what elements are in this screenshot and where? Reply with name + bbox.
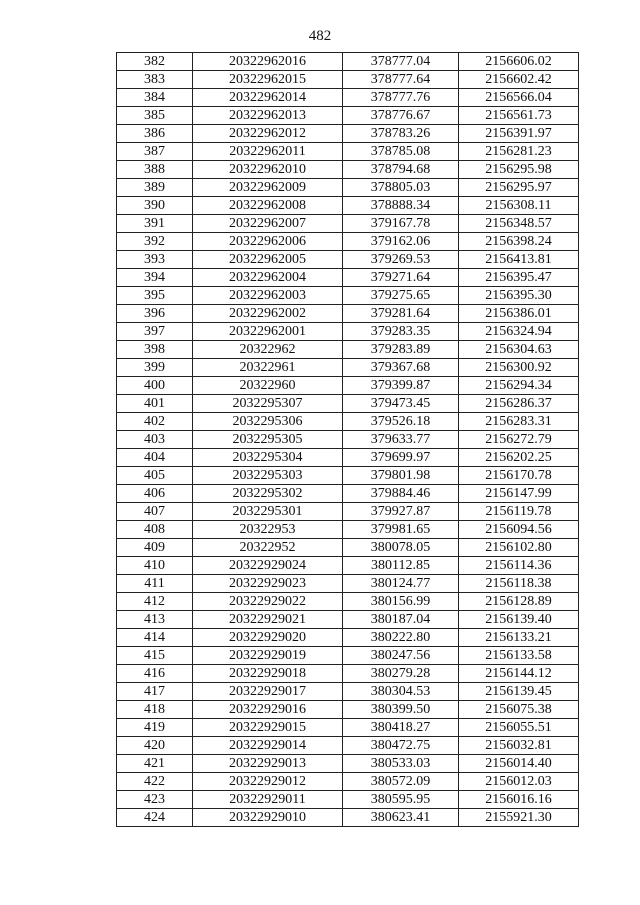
table-row [117, 521, 579, 539]
point-id-cell: 2032295303 [193, 467, 343, 485]
y-coordinate-cell: 2156170.78 [459, 467, 579, 485]
row-number-cell: 400 [117, 377, 193, 395]
y-coordinate-cell: 2156606.02 [459, 53, 579, 71]
table-row [117, 161, 579, 179]
row-number-cell: 390 [117, 197, 193, 215]
y-coordinate-cell: 2156395.47 [459, 269, 579, 287]
x-coordinate-cell: 379281.64 [343, 305, 459, 323]
row-number-cell: 409 [117, 539, 193, 557]
table-row [117, 413, 579, 431]
row-number-cell: 398 [117, 341, 193, 359]
point-id-cell: 2032295307 [193, 395, 343, 413]
row-number-cell: 382 [117, 53, 193, 71]
x-coordinate-cell: 378785.08 [343, 143, 459, 161]
point-id-cell: 20322962 [193, 341, 343, 359]
x-coordinate-cell: 379526.18 [343, 413, 459, 431]
row-number-cell: 413 [117, 611, 193, 629]
y-coordinate-cell: 2156032.81 [459, 737, 579, 755]
table-row [117, 179, 579, 197]
row-number-cell: 415 [117, 647, 193, 665]
y-coordinate-cell: 2156119.78 [459, 503, 579, 521]
table-row [117, 755, 579, 773]
point-id-cell: 20322929010 [193, 809, 343, 827]
point-id-cell: 20322952 [193, 539, 343, 557]
x-coordinate-cell: 380156.99 [343, 593, 459, 611]
row-number-cell: 417 [117, 683, 193, 701]
table-row [117, 773, 579, 791]
row-number-cell: 384 [117, 89, 193, 107]
point-id-cell: 20322962014 [193, 89, 343, 107]
x-coordinate-cell: 379927.87 [343, 503, 459, 521]
y-coordinate-cell: 2156147.99 [459, 485, 579, 503]
table-row [117, 647, 579, 665]
table-row [117, 197, 579, 215]
point-id-cell: 2032295305 [193, 431, 343, 449]
row-number-cell: 395 [117, 287, 193, 305]
y-coordinate-cell: 2156348.57 [459, 215, 579, 233]
table-row [117, 791, 579, 809]
x-coordinate-cell: 379399.87 [343, 377, 459, 395]
x-coordinate-cell: 380472.75 [343, 737, 459, 755]
table-row [117, 323, 579, 341]
y-coordinate-cell: 2156308.11 [459, 197, 579, 215]
table-row [117, 53, 579, 71]
y-coordinate-cell: 2156304.63 [459, 341, 579, 359]
table-row [117, 503, 579, 521]
y-coordinate-cell: 2156300.92 [459, 359, 579, 377]
y-coordinate-cell: 2156561.73 [459, 107, 579, 125]
y-coordinate-cell: 2156281.23 [459, 143, 579, 161]
point-id-cell: 20322962009 [193, 179, 343, 197]
x-coordinate-cell: 380222.80 [343, 629, 459, 647]
point-id-cell: 20322962015 [193, 71, 343, 89]
x-coordinate-cell: 380533.03 [343, 755, 459, 773]
row-number-cell: 407 [117, 503, 193, 521]
table-row [117, 287, 579, 305]
row-number-cell: 403 [117, 431, 193, 449]
row-number-cell: 383 [117, 71, 193, 89]
y-coordinate-cell: 2156012.03 [459, 773, 579, 791]
point-id-cell: 20322962004 [193, 269, 343, 287]
point-id-cell: 20322929019 [193, 647, 343, 665]
x-coordinate-cell: 379884.46 [343, 485, 459, 503]
x-coordinate-cell: 378776.67 [343, 107, 459, 125]
x-coordinate-cell: 379269.53 [343, 251, 459, 269]
y-coordinate-cell: 2156202.25 [459, 449, 579, 467]
x-coordinate-cell: 379633.77 [343, 431, 459, 449]
x-coordinate-cell: 380399.50 [343, 701, 459, 719]
row-number-cell: 416 [117, 665, 193, 683]
x-coordinate-cell: 379699.97 [343, 449, 459, 467]
point-id-cell: 20322962011 [193, 143, 343, 161]
x-coordinate-cell: 379283.35 [343, 323, 459, 341]
y-coordinate-cell: 2156295.98 [459, 161, 579, 179]
x-coordinate-cell: 378805.03 [343, 179, 459, 197]
point-id-cell: 20322929013 [193, 755, 343, 773]
y-coordinate-cell: 2156118.38 [459, 575, 579, 593]
x-coordinate-cell: 379981.65 [343, 521, 459, 539]
row-number-cell: 412 [117, 593, 193, 611]
x-coordinate-cell: 378783.26 [343, 125, 459, 143]
table-row [117, 539, 579, 557]
point-id-cell: 20322929024 [193, 557, 343, 575]
row-number-cell: 405 [117, 467, 193, 485]
x-coordinate-cell: 380304.53 [343, 683, 459, 701]
table-row [117, 395, 579, 413]
point-id-cell: 20322962002 [193, 305, 343, 323]
point-id-cell: 2032295302 [193, 485, 343, 503]
point-id-cell: 2032295301 [193, 503, 343, 521]
row-number-cell: 386 [117, 125, 193, 143]
coordinates-table [116, 52, 579, 827]
y-coordinate-cell: 2156295.97 [459, 179, 579, 197]
table-row [117, 143, 579, 161]
table-row [117, 359, 579, 377]
x-coordinate-cell: 378794.68 [343, 161, 459, 179]
table-row [117, 575, 579, 593]
point-id-cell: 20322960 [193, 377, 343, 395]
x-coordinate-cell: 379473.45 [343, 395, 459, 413]
y-coordinate-cell: 2156294.34 [459, 377, 579, 395]
y-coordinate-cell: 2156014.40 [459, 755, 579, 773]
point-id-cell: 20322962008 [193, 197, 343, 215]
row-number-cell: 408 [117, 521, 193, 539]
table-row [117, 233, 579, 251]
row-number-cell: 389 [117, 179, 193, 197]
y-coordinate-cell: 2156016.16 [459, 791, 579, 809]
point-id-cell: 2032295306 [193, 413, 343, 431]
point-id-cell: 20322929021 [193, 611, 343, 629]
row-number-cell: 420 [117, 737, 193, 755]
x-coordinate-cell: 380187.04 [343, 611, 459, 629]
x-coordinate-cell: 380112.85 [343, 557, 459, 575]
row-number-cell: 399 [117, 359, 193, 377]
row-number-cell: 418 [117, 701, 193, 719]
x-coordinate-cell: 380078.05 [343, 539, 459, 557]
point-id-cell: 2032295304 [193, 449, 343, 467]
table-row [117, 629, 579, 647]
table-row [117, 89, 579, 107]
table-row [117, 341, 579, 359]
row-number-cell: 422 [117, 773, 193, 791]
x-coordinate-cell: 380572.09 [343, 773, 459, 791]
row-number-cell: 419 [117, 719, 193, 737]
point-id-cell: 20322962013 [193, 107, 343, 125]
row-number-cell: 396 [117, 305, 193, 323]
x-coordinate-cell: 379801.98 [343, 467, 459, 485]
row-number-cell: 410 [117, 557, 193, 575]
y-coordinate-cell: 2156055.51 [459, 719, 579, 737]
table-row [117, 269, 579, 287]
y-coordinate-cell: 2156286.37 [459, 395, 579, 413]
x-coordinate-cell: 379275.65 [343, 287, 459, 305]
y-coordinate-cell: 2156139.45 [459, 683, 579, 701]
point-id-cell: 20322961 [193, 359, 343, 377]
x-coordinate-cell: 380247.56 [343, 647, 459, 665]
y-coordinate-cell: 2156324.94 [459, 323, 579, 341]
table-row [117, 467, 579, 485]
x-coordinate-cell: 379283.89 [343, 341, 459, 359]
table-row [117, 431, 579, 449]
x-coordinate-cell: 380595.95 [343, 791, 459, 809]
point-id-cell: 20322929011 [193, 791, 343, 809]
x-coordinate-cell: 379367.68 [343, 359, 459, 377]
row-number-cell: 391 [117, 215, 193, 233]
x-coordinate-cell: 380418.27 [343, 719, 459, 737]
point-id-cell: 20322929023 [193, 575, 343, 593]
table-row [117, 809, 579, 827]
table-row [117, 701, 579, 719]
point-id-cell: 20322953 [193, 521, 343, 539]
point-id-cell: 20322962003 [193, 287, 343, 305]
y-coordinate-cell: 2156133.21 [459, 629, 579, 647]
table-row [117, 125, 579, 143]
y-coordinate-cell: 2156139.40 [459, 611, 579, 629]
point-id-cell: 20322962007 [193, 215, 343, 233]
row-number-cell: 387 [117, 143, 193, 161]
table-row [117, 71, 579, 89]
y-coordinate-cell: 2156128.89 [459, 593, 579, 611]
table-row [117, 611, 579, 629]
point-id-cell: 20322962005 [193, 251, 343, 269]
table-row [117, 737, 579, 755]
x-coordinate-cell: 379271.64 [343, 269, 459, 287]
point-id-cell: 20322962001 [193, 323, 343, 341]
y-coordinate-cell: 2156075.38 [459, 701, 579, 719]
row-number-cell: 423 [117, 791, 193, 809]
x-coordinate-cell: 380279.28 [343, 665, 459, 683]
page-number: 482 [308, 28, 332, 44]
table-row [117, 107, 579, 125]
table-row [117, 215, 579, 233]
y-coordinate-cell: 2156566.04 [459, 89, 579, 107]
table-row [117, 665, 579, 683]
row-number-cell: 421 [117, 755, 193, 773]
row-number-cell: 385 [117, 107, 193, 125]
row-number-cell: 394 [117, 269, 193, 287]
row-number-cell: 402 [117, 413, 193, 431]
y-coordinate-cell: 2156094.56 [459, 521, 579, 539]
table-row [117, 485, 579, 503]
point-id-cell: 20322962016 [193, 53, 343, 71]
y-coordinate-cell: 2156283.31 [459, 413, 579, 431]
row-number-cell: 406 [117, 485, 193, 503]
y-coordinate-cell: 2156602.42 [459, 71, 579, 89]
y-coordinate-cell: 2156102.80 [459, 539, 579, 557]
point-id-cell: 20322929014 [193, 737, 343, 755]
table-row [117, 683, 579, 701]
y-coordinate-cell: 2156398.24 [459, 233, 579, 251]
x-coordinate-cell: 379167.78 [343, 215, 459, 233]
table-row [117, 719, 579, 737]
point-id-cell: 20322929020 [193, 629, 343, 647]
point-id-cell: 20322929015 [193, 719, 343, 737]
y-coordinate-cell: 2156391.97 [459, 125, 579, 143]
row-number-cell: 404 [117, 449, 193, 467]
y-coordinate-cell: 2156133.58 [459, 647, 579, 665]
point-id-cell: 20322962006 [193, 233, 343, 251]
table-row [117, 557, 579, 575]
table-body [117, 53, 579, 827]
point-id-cell: 20322929016 [193, 701, 343, 719]
x-coordinate-cell: 378777.04 [343, 53, 459, 71]
y-coordinate-cell: 2156386.01 [459, 305, 579, 323]
x-coordinate-cell: 378777.76 [343, 89, 459, 107]
row-number-cell: 392 [117, 233, 193, 251]
y-coordinate-cell: 2156114.36 [459, 557, 579, 575]
table-row [117, 305, 579, 323]
x-coordinate-cell: 379162.06 [343, 233, 459, 251]
table-row [117, 593, 579, 611]
x-coordinate-cell: 380623.41 [343, 809, 459, 827]
x-coordinate-cell: 378777.64 [343, 71, 459, 89]
y-coordinate-cell: 2156144.12 [459, 665, 579, 683]
table-row [117, 377, 579, 395]
point-id-cell: 20322929017 [193, 683, 343, 701]
x-coordinate-cell: 380124.77 [343, 575, 459, 593]
point-id-cell: 20322929018 [193, 665, 343, 683]
row-number-cell: 424 [117, 809, 193, 827]
row-number-cell: 393 [117, 251, 193, 269]
point-id-cell: 20322929012 [193, 773, 343, 791]
point-id-cell: 20322962010 [193, 161, 343, 179]
y-coordinate-cell: 2156272.79 [459, 431, 579, 449]
row-number-cell: 388 [117, 161, 193, 179]
y-coordinate-cell: 2156395.30 [459, 287, 579, 305]
x-coordinate-cell: 378888.34 [343, 197, 459, 215]
table-row [117, 251, 579, 269]
point-id-cell: 20322929022 [193, 593, 343, 611]
row-number-cell: 411 [117, 575, 193, 593]
row-number-cell: 414 [117, 629, 193, 647]
point-id-cell: 20322962012 [193, 125, 343, 143]
y-coordinate-cell: 2155921.30 [459, 809, 579, 827]
row-number-cell: 397 [117, 323, 193, 341]
y-coordinate-cell: 2156413.81 [459, 251, 579, 269]
table-row [117, 449, 579, 467]
row-number-cell: 401 [117, 395, 193, 413]
